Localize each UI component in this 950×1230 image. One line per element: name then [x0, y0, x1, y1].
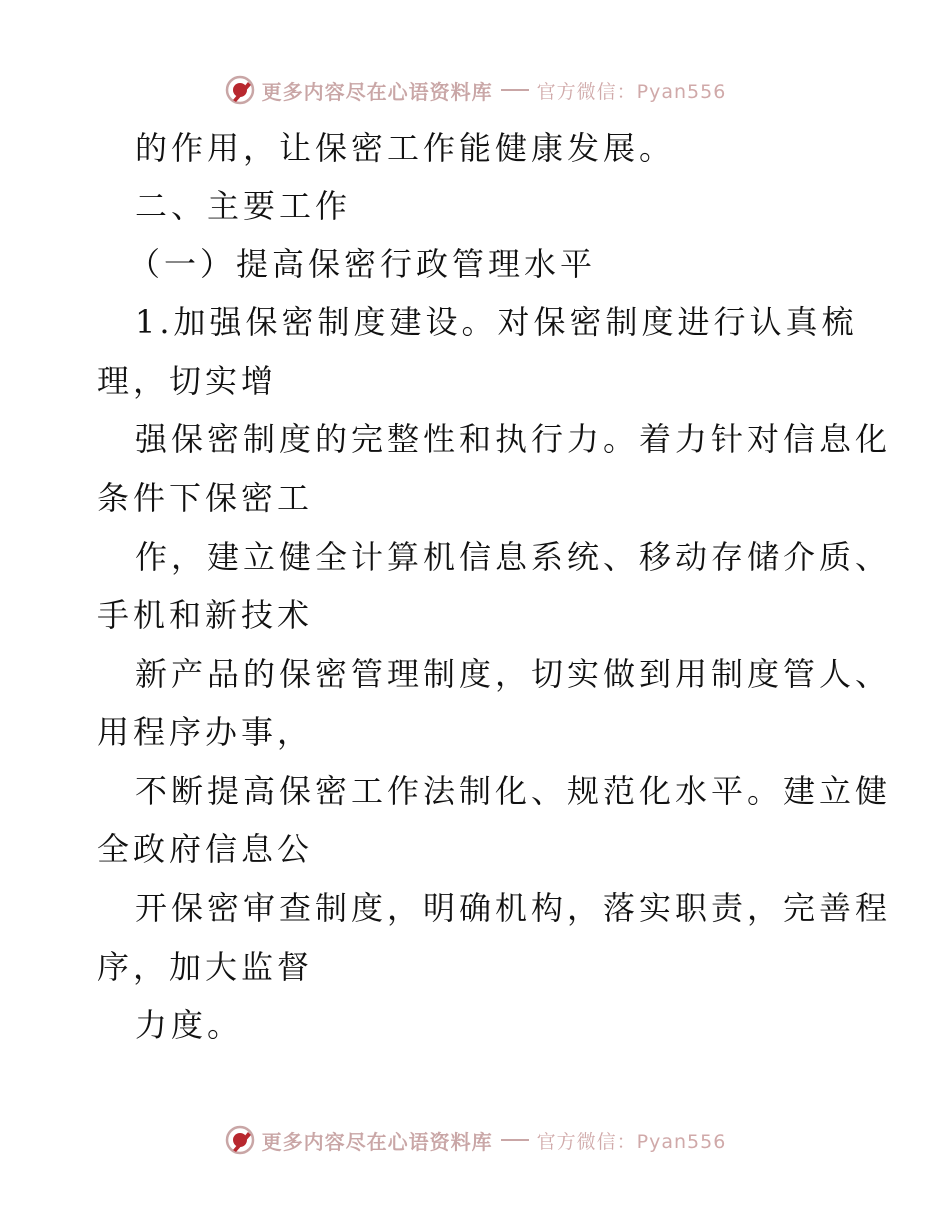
body-line: 序，加大监督 [97, 948, 314, 986]
body-line: 条件下保密工 [97, 479, 314, 517]
body-line: 的作用，让保密工作能健康发展。 [135, 129, 676, 167]
header-banner-text: 更多内容尽在心语资料库 [261, 79, 493, 104]
header-banner-dash [501, 89, 529, 91]
body-line: 手机和新技术 [97, 596, 314, 634]
body-line: 强保密制度的完整性和执行力。着力针对信息化 [135, 420, 892, 458]
body-line: 不断提高保密工作法制化、规范化水平。建立健 [135, 772, 892, 810]
body-line: 力度。 [135, 1006, 244, 1044]
footer-banner-wechat: 官方微信：Pyan556 [536, 1130, 727, 1153]
footer-banner-text: 更多内容尽在心语资料库 [261, 1129, 493, 1154]
pen-circle-logo-icon [224, 74, 256, 106]
header-banner-wechat: 官方微信：Pyan556 [536, 80, 727, 103]
footer-banner-dash [501, 1139, 529, 1141]
body-line: 用程序办事， [97, 713, 314, 751]
body-line: 理，切实增 [97, 362, 278, 400]
section-heading: 二、主要工作 [135, 187, 352, 225]
body-line: 全政府信息公 [97, 830, 314, 868]
pen-circle-logo-icon [224, 1124, 256, 1156]
body-line: 作，建立健全计算机信息系统、移动存储介质、 [135, 538, 892, 576]
subsection-heading: （一）提高保密行政管理水平 [128, 245, 597, 283]
header-watermark-banner [0, 70, 950, 110]
footer-watermark-banner [0, 1120, 950, 1160]
body-line: 开保密审查制度，明确机构，落实职责，完善程 [135, 889, 892, 927]
body-line: 1.加强保密制度建设。对保密制度进行认真梳 [135, 303, 858, 341]
body-line: 新产品的保密管理制度，切实做到用制度管人、 [135, 655, 892, 693]
